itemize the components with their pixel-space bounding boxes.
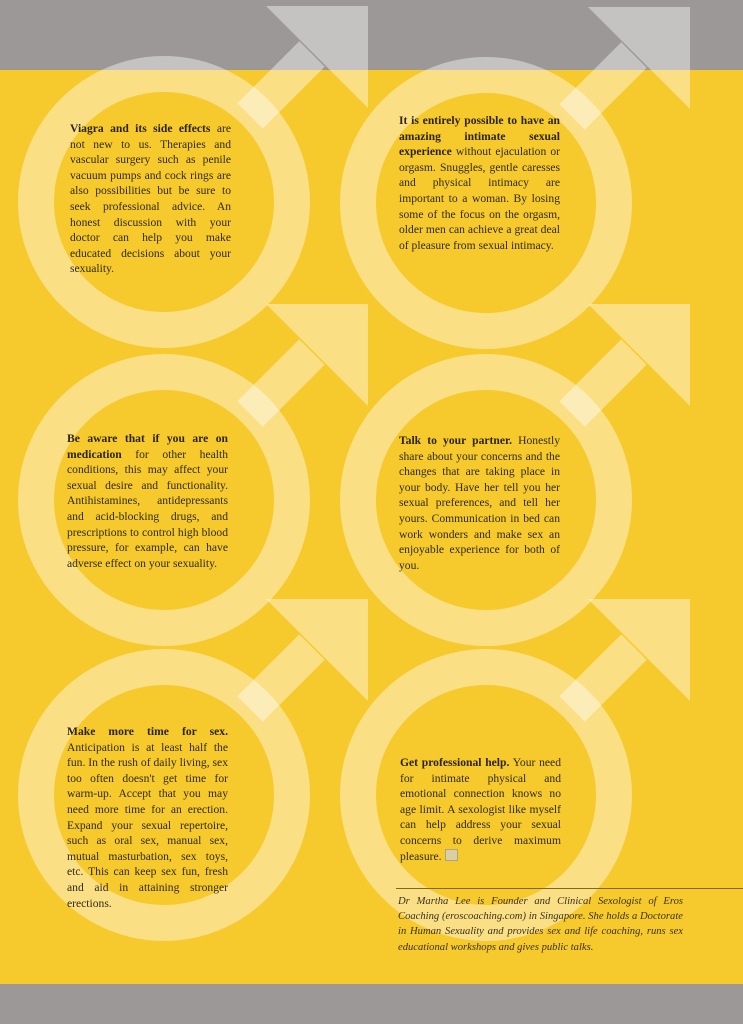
bottom-grey-band — [0, 984, 743, 1024]
end-mark-icon — [445, 849, 458, 861]
tip-heading: Viagra and its side effects — [70, 122, 211, 135]
tip-heading: It is entirely possible to have an amazing intimate sexual experience — [399, 114, 560, 159]
tip-body: without ejaculation or orgasm. Snuggles, gentle caresses and physical intimacy are important to a woman. By losing some of the focus on the orgasm, older men can achieve a great deal of pleasure from sexual intimacy. — [399, 145, 560, 252]
tip-more-time — [67, 724, 228, 911]
tip-body: Honestly share about your concerns and the changes that are taking place in your body. Have her tell you her sexual preferences, and tell her yours. Communication in bed can work wonders and make sex an enjoyable experience for both of you. — [399, 434, 560, 572]
tip-heading: Make more time for sex. — [67, 725, 228, 738]
tip-heading: Be aware that if you are on medication — [67, 432, 228, 461]
bio-divider — [396, 888, 743, 889]
tip-body: Anticipation is at least half the fun. In the rush of daily living, sex too often doesn't get time for warm-up. Accept that you may need more time for an erection. Expand your sexual repertoire, such as oral sex, manual sex, mutual masturbation, sex toys, etc. This can keep sex fun, fresh and aid in attaining stronger erections. — [67, 740, 228, 910]
tip-body: Your need for intimate physical and emotional connection knows no age limit. A sexologist like myself can help address your sexual concerns to derive maximum pleasure. — [400, 756, 561, 863]
tip-intimate-experience — [399, 113, 560, 253]
author-bio: Dr Martha Lee is Founder and Clinical Sexologist of Eros Coaching (eroscoaching.com) in Singapore. She holds a Doctorate in Human Sexuality and provides sex and life coaching, runs sex educational workshops and gives public talks. — [398, 896, 683, 953]
tip-professional-help — [400, 755, 561, 864]
tip-heading: Get professional help. — [400, 756, 510, 769]
tip-body: for other health conditions, this may affect your sexual desire and functionality. Antihistamines, antidepressants and acid-blocking drugs, and prescriptions to control high blood pressure, for example, can have adverse effect on your sexuality. — [67, 447, 228, 570]
tip-viagra — [70, 121, 231, 277]
tip-body: are not new to us. Therapies and vascular surgery such as penile vacuum pumps and cock rings are also possibilities but be sure to seek professional advice. An honest discussion with your doctor can help you make educated decisions about your sexuality. — [70, 122, 231, 276]
tip-medication — [67, 431, 228, 571]
top-grey-band — [0, 0, 743, 70]
tip-heading: Talk to your partner. — [399, 434, 512, 447]
tip-talk-to-partner — [399, 433, 560, 573]
